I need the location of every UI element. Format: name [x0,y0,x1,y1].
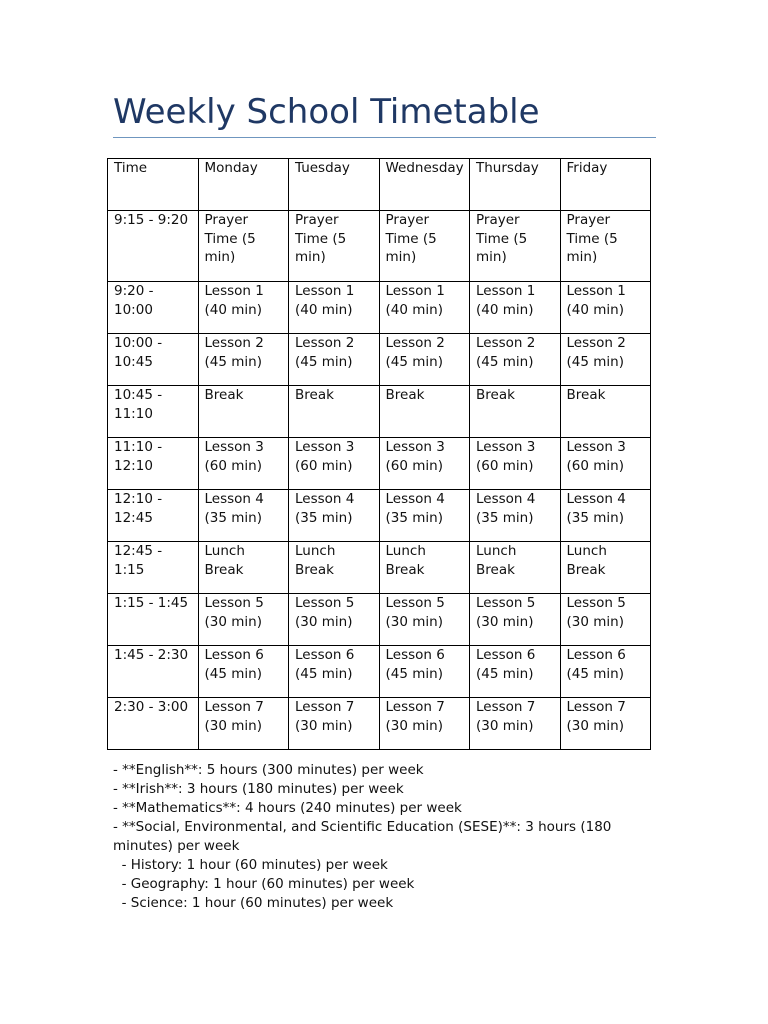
cell-text: 1:45 - 2:30 [114,647,189,663]
table-cell [379,211,470,282]
cell-text: Lesson 5 (30 min) [295,595,355,630]
cell-text: Lesson 7 (30 min) [204,699,264,734]
cell-text: 9:20 - 10:00 [114,283,154,318]
header-label: Time [114,160,148,176]
cell-text: Lesson 3 (60 min) [295,439,355,474]
time-cell [108,490,199,542]
cell-text: Lunch Break [204,543,245,578]
cell-text: Prayer Time (5 min) [476,212,528,265]
cell-text: Lesson 3 (60 min) [204,439,264,474]
cell-text: Break [204,387,244,403]
header-label: Wednesday [385,160,464,176]
table-cell [560,698,651,750]
cell-text: Lesson 3 (60 min) [385,439,445,474]
table-row [108,386,651,438]
table-cell [470,594,561,646]
table-cell [289,490,380,542]
cell-text: Lesson 2 (45 min) [385,335,445,370]
table-cell [560,211,651,282]
table-row [108,211,651,282]
time-cell [108,698,199,750]
table-cell [470,438,561,490]
table-cell [198,594,289,646]
cell-text: Lesson 1 (40 min) [566,283,626,318]
table-row [108,646,651,698]
cell-text: Lesson 3 (60 min) [476,439,536,474]
table-cell [289,698,380,750]
table-row [108,438,651,490]
cell-text: Lesson 6 (45 min) [385,647,445,682]
table-cell [198,282,289,334]
title-underline-rule [113,137,656,138]
cell-text: Lesson 1 (40 min) [476,283,536,318]
table-row [108,594,651,646]
cell-text: Lesson 3 (60 min) [566,439,626,474]
table-cell [560,646,651,698]
cell-text: Break [295,387,334,403]
cell-text: Lesson 7 (30 min) [295,699,355,734]
cell-text: Lunch Break [566,543,607,578]
table-cell [560,438,651,490]
table-row [108,542,651,594]
table-row [108,282,651,334]
page-title: Weekly School Timetable [113,92,540,132]
cell-text: Lesson 1 (40 min) [204,283,264,318]
cell-text: Break [476,387,515,403]
time-cell [108,282,199,334]
cell-text: Prayer Time (5 min) [385,212,437,265]
table-cell [379,594,470,646]
cell-text: Lesson 5 (30 min) [385,595,445,630]
header-label: Tuesday [295,160,350,176]
table-cell [470,698,561,750]
cell-text: Lesson 2 (45 min) [566,335,626,370]
table-cell [379,386,470,438]
cell-text: Prayer Time (5 min) [295,212,347,265]
cell-text: Lesson 5 (30 min) [204,595,264,630]
table-cell [289,334,380,386]
cell-text: Lesson 4 (35 min) [566,491,626,526]
table-cell [470,282,561,334]
table-cell [289,542,380,594]
cell-text: Lesson 1 (40 min) [295,283,355,318]
cell-text: Break [566,387,606,403]
table-row [108,698,651,750]
cell-text: Lunch Break [385,543,426,578]
table-cell [198,386,289,438]
table-cell [470,646,561,698]
cell-text: Lesson 2 (45 min) [204,335,264,370]
subject-hours-notes [113,761,658,913]
table-cell [198,334,289,386]
time-cell [108,594,199,646]
header-cell-tuesday [289,159,380,211]
cell-text: Lesson 4 (35 min) [385,491,445,526]
cell-text: Lunch Break [476,543,517,578]
cell-text: Lesson 4 (35 min) [204,491,264,526]
table-cell [560,594,651,646]
cell-text: Lesson 5 (30 min) [566,595,626,630]
table-row [108,334,651,386]
cell-text: Lesson 6 (45 min) [476,647,536,682]
note-line-mathematics: - **Mathematics**: 4 hours (240 minutes) per week [113,800,462,816]
table-cell [379,542,470,594]
table-cell [289,438,380,490]
table-cell [379,438,470,490]
header-label: Friday [566,160,608,176]
note-line-irish: - **Irish**: 3 hours (180 minutes) per week [113,781,404,797]
cell-text: Break [385,387,425,403]
table-cell [379,646,470,698]
table-cell [198,211,289,282]
cell-text: 9:15 - 9:20 [114,212,189,228]
cell-text: Lunch Break [295,543,336,578]
cell-text: Prayer Time (5 min) [566,212,618,265]
table-cell [379,490,470,542]
cell-text: Lesson 5 (30 min) [476,595,536,630]
cell-text: Lesson 2 (45 min) [476,335,536,370]
table-cell [289,282,380,334]
note-line-english: - **English**: 5 hours (300 minutes) per week [113,762,424,778]
time-cell [108,211,199,282]
table-cell [560,386,651,438]
cell-text: Lesson 6 (45 min) [295,647,355,682]
table-cell [470,334,561,386]
table-cell [560,334,651,386]
cell-text: Lesson 1 (40 min) [385,283,445,318]
table-cell [198,646,289,698]
table-row [108,490,651,542]
cell-text: 12:10 - 12:45 [114,491,163,526]
header-label: Thursday [476,160,539,176]
cell-text: 1:15 - 1:45 [114,595,189,611]
cell-text: Lesson 6 (45 min) [204,647,264,682]
time-cell [108,542,199,594]
table-cell [289,646,380,698]
cell-text: Lesson 7 (30 min) [566,699,626,734]
time-cell [108,386,199,438]
table-cell [198,698,289,750]
time-cell [108,646,199,698]
table-cell [379,698,470,750]
header-label: Monday [204,160,258,176]
cell-text: Lesson 7 (30 min) [476,699,536,734]
note-line-history: - History: 1 hour (60 minutes) per week [113,857,388,873]
table-header-row [108,159,651,211]
cell-text: 10:45 - 11:10 [114,387,163,422]
header-cell-wednesday [379,159,470,211]
cell-text: Lesson 7 (30 min) [385,699,445,734]
note-line-science: - Science: 1 hour (60 minutes) per week [113,895,394,911]
table-cell [289,594,380,646]
table-cell [198,542,289,594]
time-cell [108,438,199,490]
cell-text: Lesson 2 (45 min) [295,335,355,370]
cell-text: 11:10 - 12:10 [114,439,163,474]
note-line-geography: - Geography: 1 hour (60 minutes) per week [113,876,415,892]
table-cell [560,542,651,594]
cell-text: 2:30 - 3:00 [114,699,189,715]
cell-text: Lesson 6 (45 min) [566,647,626,682]
timetable [107,158,651,750]
table-cell [560,282,651,334]
table-cell [289,211,380,282]
cell-text: Lesson 4 (35 min) [295,491,355,526]
table-cell [470,211,561,282]
header-cell-monday [198,159,289,211]
table-cell [379,282,470,334]
table-cell [198,438,289,490]
table-cell [560,490,651,542]
table-cell [379,334,470,386]
note-line-sese: - **Social, Environmental, and Scientific Education (SESE)**: 3 hours (180 minutes) per week [113,819,616,854]
cell-text: Prayer Time (5 min) [204,212,256,265]
header-cell-friday [560,159,651,211]
time-cell [108,334,199,386]
cell-text: 10:00 - 10:45 [114,335,163,370]
cell-text: Lesson 4 (35 min) [476,491,536,526]
table-cell [198,490,289,542]
header-cell-time [108,159,199,211]
header-cell-thursday [470,159,561,211]
table-cell [470,386,561,438]
cell-text: 12:45 - 1:15 [114,543,163,578]
table-cell [470,542,561,594]
table-cell [289,386,380,438]
table-cell [470,490,561,542]
